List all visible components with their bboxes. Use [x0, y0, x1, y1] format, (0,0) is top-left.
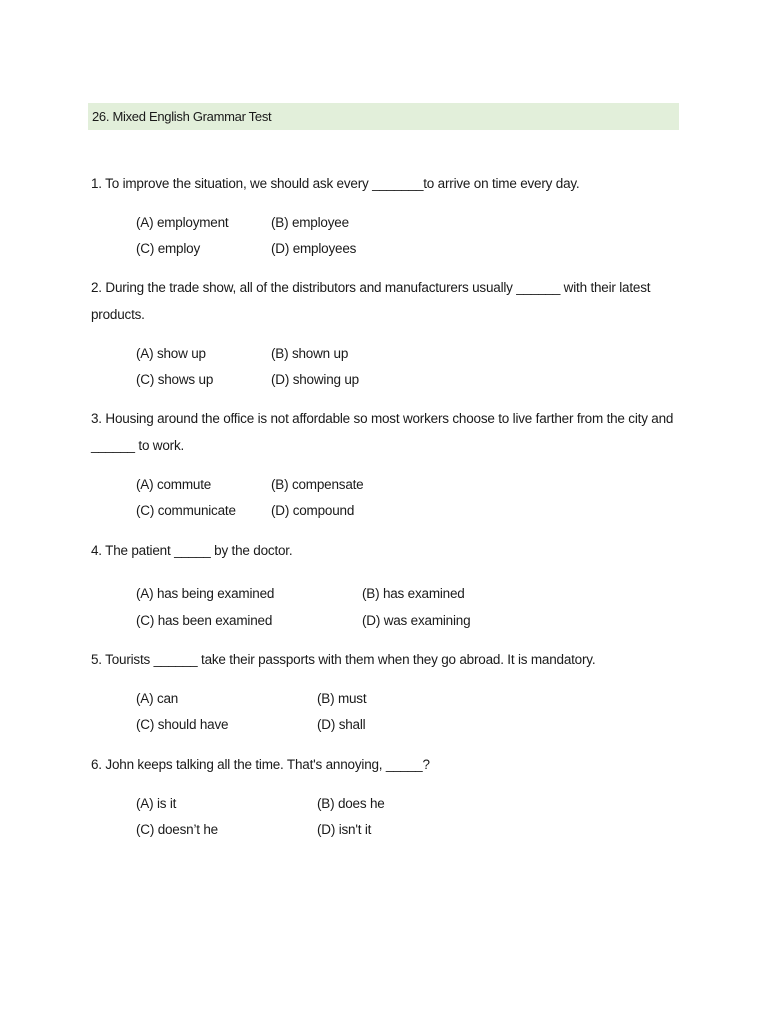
question-2: 2. During the trade show, all of the distributors and manufacturers usually ______ with their latest products. [91, 280, 651, 322]
q2-option-c: (C) shows up [136, 372, 214, 387]
q5-option-c: (C) should have [136, 717, 229, 732]
question-1: 1. To improve the situation, we should ask every _______to arrive on time every day. [91, 176, 580, 191]
q2-option-d: (D) showing up [271, 372, 359, 387]
q2-option-b: (B) shown up [271, 346, 349, 361]
question-3: 3. Housing around the office is not affordable so most workers choose to live farther from the city and ______ to work. [91, 411, 674, 453]
question-5: 5. Tourists ______ take their passports with them when they go abroad. It is mandatory. [91, 652, 596, 667]
q5-option-b: (B) must [317, 691, 367, 706]
q3-option-c: (C) communicate [136, 503, 236, 518]
q6-option-a: (A) is it [136, 796, 177, 811]
q6-option-c: (C) doesn’t he [136, 822, 218, 837]
question-6: 6. John keeps talking all the time. That's annoying, _____? [91, 757, 430, 772]
q5-option-d: (D) shall [317, 717, 366, 732]
q5-option-a: (A) can [136, 691, 179, 706]
page-title: 26. Mixed English Grammar Test [92, 109, 272, 124]
q3-option-b: (B) compensate [271, 477, 364, 492]
title-banner [88, 103, 679, 130]
q6-option-d: (D) isn't it [317, 822, 372, 837]
question-4: 4. The patient _____ by the doctor. [91, 543, 293, 558]
q1-option-c: (C) employ [136, 241, 201, 256]
q1-option-d: (D) employees [271, 241, 357, 256]
q4-option-c: (C) has been examined [136, 613, 273, 628]
q4-option-b: (B) has examined [362, 586, 465, 601]
q4-option-a: (A) has being examined [136, 586, 275, 601]
q4-option-d: (D) was examining [362, 613, 471, 628]
q1-option-a: (A) employment [136, 215, 229, 230]
q6-option-b: (B) does he [317, 796, 385, 811]
q3-option-d: (D) compound [271, 503, 355, 518]
q3-option-a: (A) commute [136, 477, 212, 492]
q2-option-a: (A) show up [136, 346, 206, 361]
q1-option-b: (B) employee [271, 215, 349, 230]
